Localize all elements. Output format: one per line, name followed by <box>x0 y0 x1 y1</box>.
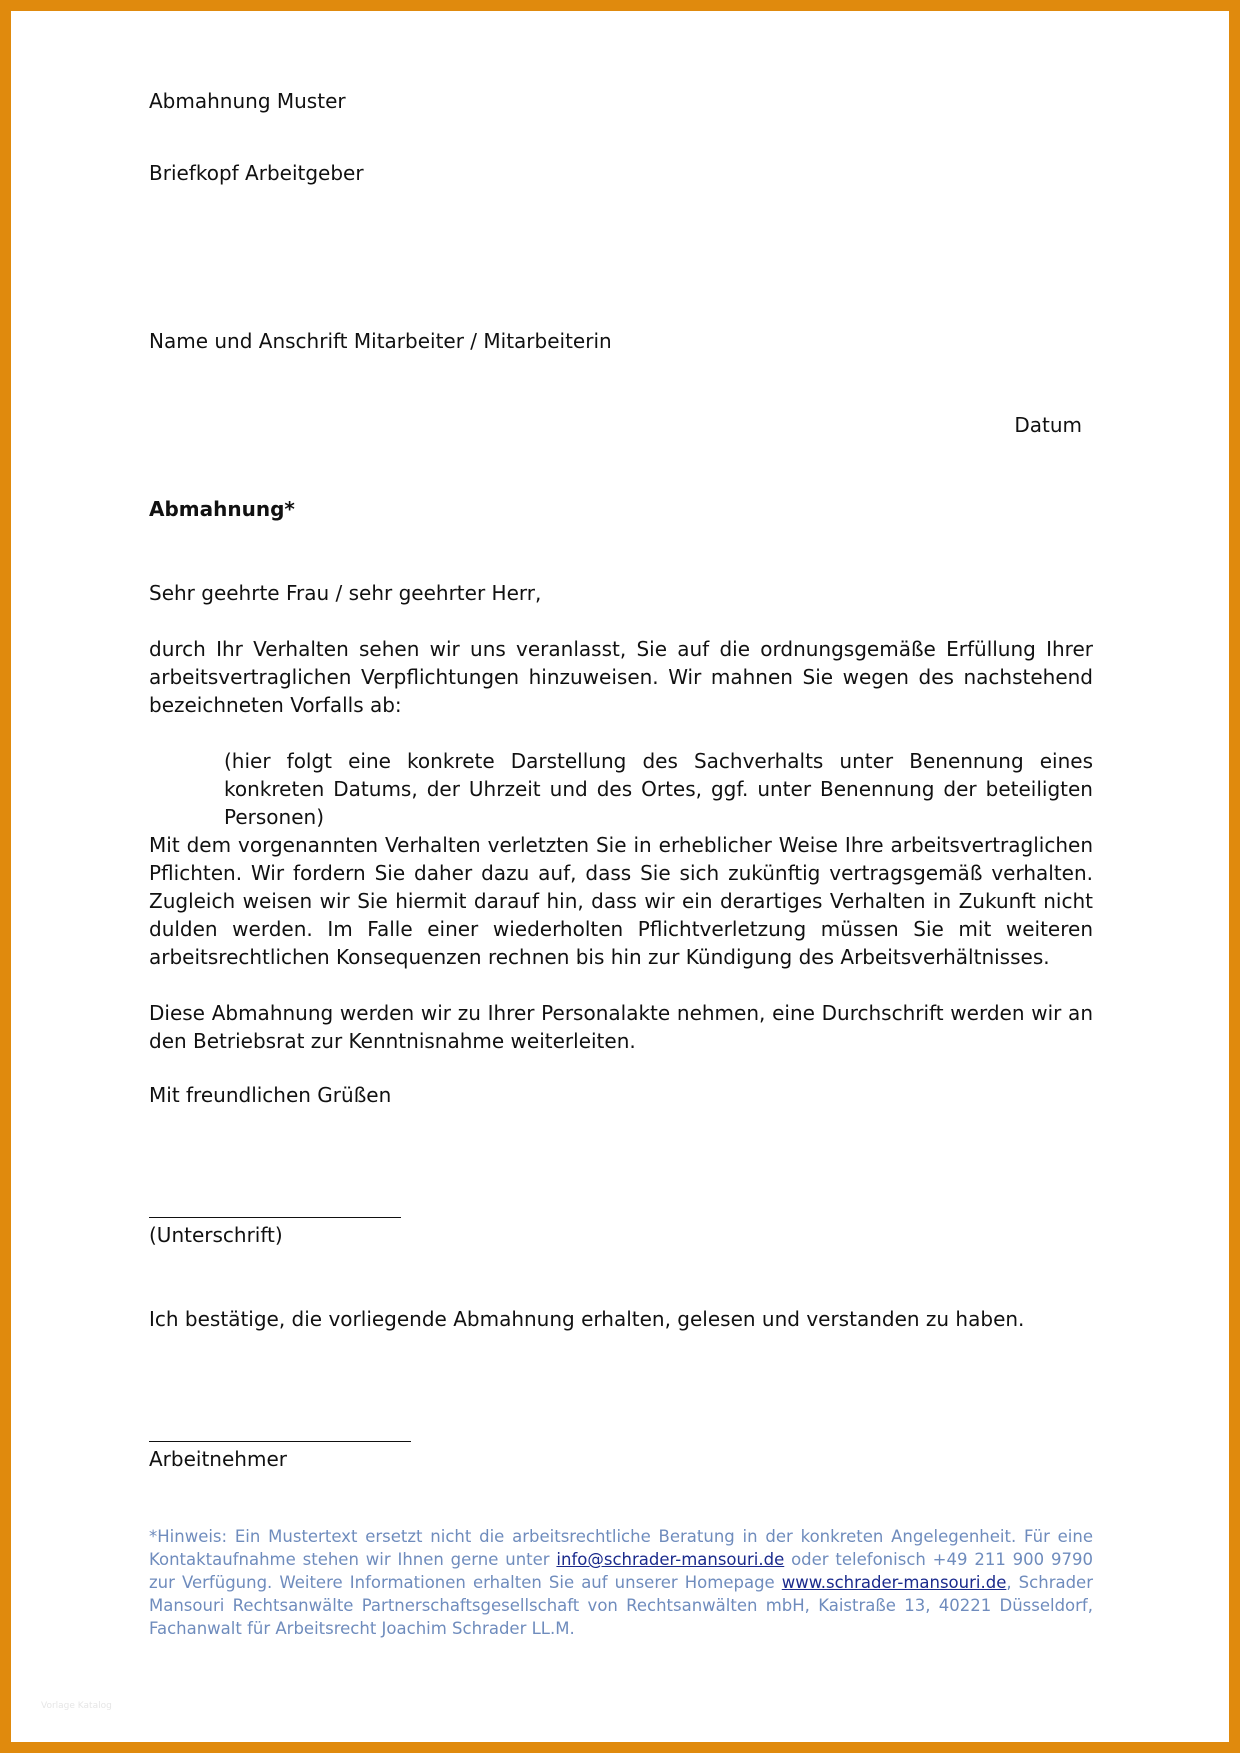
paragraph-intro: durch Ihr Verhalten sehen wir uns veranlasst, Sie auf die ordnungsgemäße Erfüllung Ihrer arbeitsvertraglichen Verpflichtungen hinzuweisen. Wir mahnen Sie wegen des nachstehend bezeichneten Vorfalls ab: <box>149 637 1093 717</box>
email-link[interactable]: info@schrader-mansouri.de <box>556 1550 785 1569</box>
salutation: Sehr geehrte Frau / sehr geehrter Herr, <box>149 581 542 605</box>
signature-line <box>149 1217 401 1218</box>
disclaimer-part-3: , Schrader Mansouri Rechtsanwälte Partnerschaftsgesellschaft von Rechtsanwälten mbH, Kaistraße 13, 40221 Düsseldorf, Fachanwalt für Arbeitsrecht Joachim Schrader LL.M. <box>149 1573 1093 1638</box>
acknowledgement-text: Ich bestätige, die vorliegende Abmahnung erhalten, gelesen und verstanden zu haben. <box>149 1307 1025 1331</box>
watermark-text: Vorlage Katalog <box>41 1701 112 1711</box>
paragraph-consequences: Mit dem vorgenannten Verhalten verletzten Sie in erheblicher Weise Ihre arbeitsvertraglichen Pflichten. Wir fordern Sie daher dazu auf, dass Sie sich zukünftig vertragsgemäß verhalten. Zugleich weisen wir Sie hiermit darauf hin, dass wir ein derartiges Verhalten in Zukunft nicht dulden werden. Im Falle einer wiederholten Pflichtverletzung müssen Sie mit weiteren arbeitsrechtlichen Konsequenzen rechnen bis hin zur Kündigung des Arbeitsverhältnisses. <box>149 833 1093 969</box>
paragraph-indented-placeholder: (hier folgt eine konkrete Darstellung des Sachverhalts unter Benennung eines konkreten Datums, der Uhrzeit und des Ortes, ggf. unter Benennung der beteiligten Personen) <box>224 749 1093 829</box>
website-link[interactable]: www.schrader-mansouri.de <box>781 1573 1007 1592</box>
subject-line: Abmahnung* <box>149 497 295 521</box>
letterhead-placeholder: Briefkopf Arbeitgeber <box>149 161 364 185</box>
paragraph-personnel-file: Diese Abmahnung werden wir zu Ihrer Personalakte nehmen, eine Durchschrift werden wir an den Betriebsrat zur Kenntnisnahme weiterleiten. <box>149 1001 1093 1053</box>
date-placeholder: Datum <box>1014 413 1082 437</box>
employee-signature-line <box>149 1441 411 1442</box>
disclaimer-note <box>149 1525 1093 1640</box>
employee-label: Arbeitnehmer <box>149 1447 287 1471</box>
disclaimer-part-1: *Hinweis: Ein Mustertext ersetzt nicht die arbeitsrechtliche Beratung in der konkreten Angelegenheit. Für eine Kontaktaufnahme stehen wir Ihnen gerne unter <box>149 1527 1093 1569</box>
disclaimer-part-2: oder telefonisch +49 211 900 9790 zur Verfügung. Weitere Informationen erhalten Sie auf unserer Homepage <box>149 1550 1094 1592</box>
closing: Mit freundlichen Grüßen <box>149 1083 392 1107</box>
document-title: Abmahnung Muster <box>149 89 346 113</box>
signature-label: (Unterschrift) <box>149 1223 283 1247</box>
recipient-placeholder: Name und Anschrift Mitarbeiter / Mitarbeiterin <box>149 329 612 353</box>
